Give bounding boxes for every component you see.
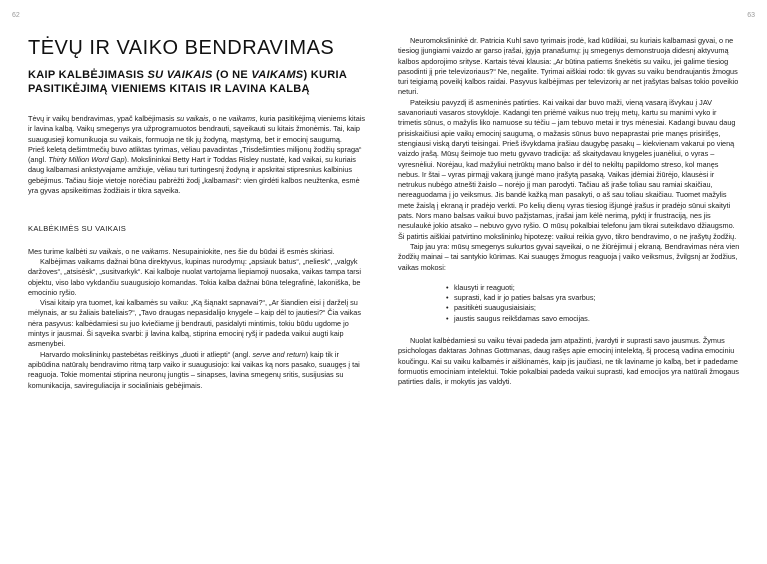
chapter-title: TĖVŲ IR VAIKO BENDRAVIMAS — [28, 37, 335, 59]
list-item: • suprasti, kad ir jo paties balsas yra svarbus; — [454, 293, 740, 303]
section-paragraph-4: Harvardo mokslininkų pastebėtas reiškinys „duoti ir atliepti“ (angl. serve and return) kaip tik ir apibūdina natūralų bendravimo ritmą tarp vaiko ir suaugusiojo: kai vaikas ką nors pasako, suaugęs į tai reaguoja. Tokie momentai stiprina neuronų jungtis – sinapses, lavina smegenų sritis, susijusias su komunikacija, savireguliacija ir socialiniais gebėjimais. — [28, 349, 360, 390]
left-page-column — [28, 36, 370, 391]
list-item: • klausyti ir reaguoti; — [454, 283, 740, 293]
right-paragraph-4: Nuolat kalbėdamiesi su vaiku tėvai padeda jam atpažinti, įvardyti ir suprasti savo jausmus. Žymus psichologas daktaras Johnas Gottmanas, daug rašęs apie emocinį intelektą, šį procesą vadina emociniu koučingu. Kai su vaiku kalbamės ir aiškinamės, kaip jis jaučiasi, ne tik laviname jo kalbą, bet ir padedame formuotis emociniam intelektui. Tokie pokalbiai padeda vaikui suprasti, kad emocijos yra natūrali žmogaus patirties dalis, ir mokytis jas valdyti. — [398, 336, 739, 387]
right-page-column — [398, 36, 740, 388]
intro-paragraph: Tėvų ir vaikų bendravimas, ypač kalbėjimasis su vaikais, o ne vaikams, kuria pasitikėjimą vieniems kitais ir lavina kalbą. Vaikų smegenys yra užprogramuotos bendrauti, sąveikauti su kitais žmonėmis. Tai, kaip suaugusieji komunikuoja su vaikais, formuoja ne tik jų žodyną, mąstymą, bet ir emocinį saugumą. Prieš keletą dešimtmečių buvo atliktas tyrimas, vėliau pavadintas „Trisdešimties milijonų žodžių spraga“ (angl. Thirty Million Word Gap). Mokslininkai Betty Hart ir Toddas Risley nustatė, kad vaikai, su kuriais daug kalbamasi ankstyvajame amžiuje, vėliau turi turtingesnį žodyną ir apskritai stipresnius kalbinius gebėjimus. Tačiau šioje vietoje norėčiau pabrėžti žodį „kalbamasi“: vien girdėti kalbos neužtenka, esmė yra gyvas apsikeitimas žodžiais ir tikra sąveika. — [28, 114, 366, 196]
section-paragraph-1: Mes turime kalbėti su vaikais, o ne vaikams. Nesupainiokite, nes šie du būdai iš esmės skiriasi. — [28, 246, 335, 256]
right-paragraph-3: Taip jau yra: mūsų smegenys sukurtos gyvai sąveikai, o ne žiūrėjimui į ekraną. Bendravimas nėra vien žodžių mainai – tai santykio kūrimas. Kai suaugęs žmogus reaguoja į vaiko veiksmus, žvilgsnį ar žodžius, vaikas mokosi: — [398, 241, 740, 272]
right-paragraph-2: Pateiksiu pavyzdį iš asmeninės patirties. Kai vaikai dar buvo maži, vieną vasarą išvykau į JAV savanoriauti vasaros stovykloje. Kadangi ten priėmė vaikus nuo trejų metų, kartu su manimi vyko ir trimetis sūnus, o mažylis liko namuose su tėčiu – jam tebuvo metai ir trys mėnesiai. Kadangi buvau daug prisiskaičiusi apie vaikų emocinį saugumą, o mažasis sūnus buvo nepaprastai prie manęs prisirišęs, stengiausi viską daryti teisingai. Prieš išvykdama įrašiau daugybę pasakų – kiekvienam vakarui po vieną vaizdo įrašą. Mūsų šeimoje tuo metu gyvavo tradicija: aš skaitydavau knygeles juanėliui, o vyras – vyresnėliui. Norėjau, kad mažyliui netrūktų mano balso ir dėl to nekiltų papildomo streso, kol manęs nebus. Ir štai – vyras pirmąjį vakarą įjungė mano įrašytą pasaką. Vaikas įdėmiai žiūrėjo, klausėsi ir netrukus nubėgo atnešti žaislo – norėjo jį man parodyti. Tačiau aš įraše toliau sau ramiai skaičiau, nereaguodama į jo veiksmus. Jis bandė kažką man pasakyti, o aš sau toliau skaičiau. Tuomet mažylis mete žaislą į ekraną ir pradėjo verkti. Po kelių dienų vyras tiesiog išjungė įrašus ir pradėjo sūnui skaityti pats. Nors mano balsas vaikui buvo pažįstamas, įrašai jam kėlė nerimą, pyktį ir frustraciją, nes jis nesulaukė jokio atsako – nebuvo gyvo ryšio. O mūsų pokalbiai telefonu jam tikrai suteikdavo džiaugsmo. Ši patirtis aiškiai patvirtino mokslininkų hipotezę: vaikui reikia gyvo, tikro bendravimo, o ne įrašytų žodžių. — [398, 97, 737, 241]
right-paragraph-1: Neuromokslininkė dr. Patricia Kuhl savo tyrimais įrodė, kad kūdikiai, su kuriais kalbamasi gyvai, o ne tiesiog įjungiami vaizdo ar garso įrašai, įgyja pranašumų: jų smegenys demonstruoja didesnį aktyvumą kalbos apdorojimo srityse. Kartais tėvai klausia: „Ar būtina patiems šnekėtis su vaiku, jei galime tiesiog pasodinti jį prie televizoriaus?“ Ne, negalite. Tyrimai aiškiai rodo: tik gyvas su vaiku bendraujantis žmogus turi teigiamą poveikį kalbos raidai. Pasyvus kalbėjimas per televizorių ar net įrašytas balsas tokio poveikio neturi. — [398, 36, 739, 97]
list-item: • pasitikėti suaugusiaisiais; — [454, 303, 740, 313]
section-heading: KALBĖKIMĖS SU VAIKAIS — [28, 224, 127, 234]
page-number-right: 63 — [747, 12, 755, 19]
list-item: • jaustis saugus reikšdamas savo emocijas. — [454, 314, 740, 324]
section-paragraph-2: Kalbėjimas vaikams dažnai būna direktyvus, kupinas nurodymų: „apsiauk batus“, „neliesk“, „valgyk daržoves“, „atsisėsk“, „susitvarkyk“. Kai kalboje nuolat vartojama liepiamoji nuosaka, vaikas tampa tarsi objektu, viso labo vykdančiu suaugusiojo komandas. Tokia kalba dažnai būna telegrafinė, lakoniška, be emocinio ryšio. — [28, 256, 361, 297]
bullet-list — [398, 283, 740, 324]
section-paragraph-3: Visai kitaip yra tuomet, kai kalbamės su vaiku: „Ką šiąnakt sapnavai?“, „Ar šiandien eisi į darželį su mėlynais, ar su žaliais bateliais?“, „Tavo draugas nepasidalijo knygele – kaip dėl to jautiesi?“ Čia vaikas nėra pasyvus: kalbėdamiesi su juo kviečiame jį bendrauti, pasidalyti mintimis, tokiu būdu ugdome jo mintys ir jausmai. Ši sąveika svarbi: ji lavina kalbą, stiprina emocinį ryšį ir padeda vaikui augti kaip asmenybei. — [28, 298, 361, 349]
chapter-subtitle: KAIP KALBĖJIMASIS SU VAIKAIS (O NE VAIKAMS) KURIA PASITIKĖJIMĄ VIENIEMS KITAIS IR LAVINA KALBĄ — [28, 69, 347, 95]
page-number-left: 62 — [12, 12, 20, 19]
